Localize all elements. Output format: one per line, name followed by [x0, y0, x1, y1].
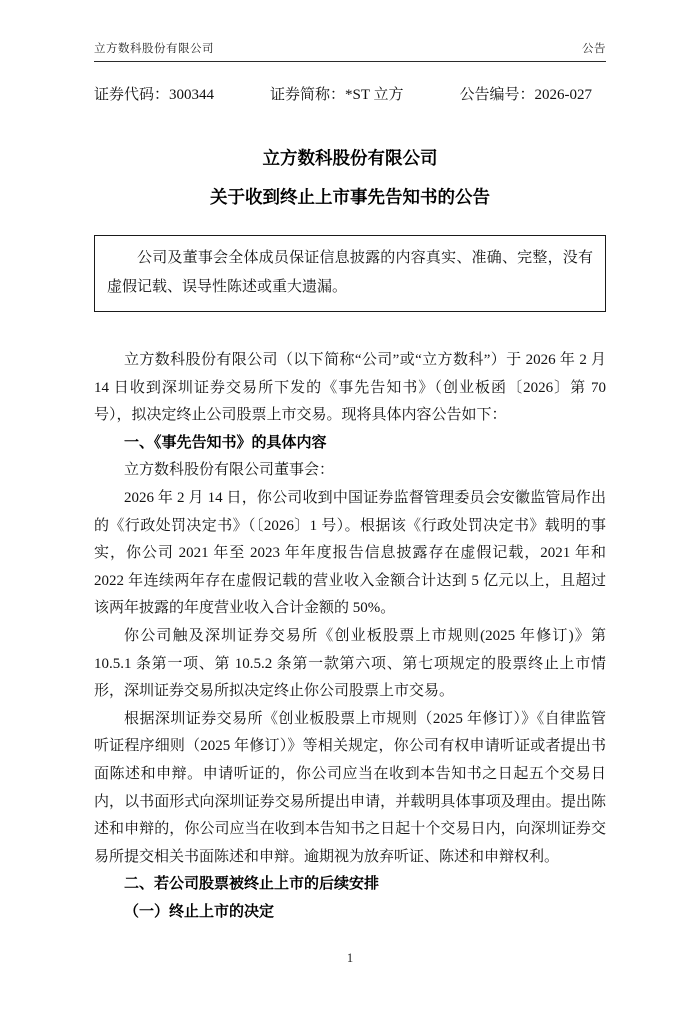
document-body	[94, 347, 606, 926]
page-header	[94, 40, 606, 62]
paragraph-intro: 立方数科股份有限公司（以下简称“公司”或“立方数科”）于 2026 年 2 月 14 日收到深圳证券交易所下发的《事先告知书》（创业板函〔2026〕第 70 号），拟决定终止公司股票上市交易。现将具体内容公告如下：	[94, 352, 606, 424]
section-heading-2: 二、若公司股票被终止上市的后续安排	[124, 876, 380, 893]
paragraph-salutation: 立方数科股份有限公司董事会：	[124, 462, 335, 479]
paragraph-hearing-rights: 根据深圳证券交易所《创业板股票上市规则（2025 年修订）》《自律监管听证程序细则（2025 年修订）》等相关规定，你公司有权申请听证或者提出书面陈述和申辩。申请听证的，你公司应当在收到本告知书之日起五个交易日内，以书面形式向深圳证券交易所提出申请，并载明具体事项及理由。提出陈述和申辩的，你公司应当在收到本告知书之日起十个交易日内，向深圳证券交易所提交相关书面陈述和申辩。逾期视为放弃听证、陈述和申辩权利。	[94, 710, 606, 865]
header-doc-type-label: 公告	[582, 43, 606, 55]
disclaimer-text: 公司及董事会全体成员保证信息披露的内容真实、准确、完整，没有虚假记载、误导性陈述或重大遗漏。	[107, 250, 593, 295]
stock-abbreviation: 证券简称：*ST 立方	[270, 87, 404, 103]
stock-code: 证券代码：300344	[94, 87, 215, 103]
document-subtitle: 关于收到终止上市事先告知书的公告	[210, 186, 490, 207]
securities-meta-row	[94, 83, 606, 104]
section-heading-1: 一、《事先告知书》的具体内容	[124, 434, 327, 451]
paragraph-penalty-facts: 2026 年 2 月 14 日，你公司收到中国证券监督管理委员会安徽监管局作出的《行政处罚决定书》（〔2026〕1 号）。根据该《行政处罚决定书》载明的事实，你公司 2021 年至 2023 年年度报告信息披露存在虚假记载，2021 年和 2022 年连续两年存在虚假记载的营业收入金额合计达到 5 亿元以上，且超过该两年披露的年度营业收入合计金额的 50%。	[94, 489, 606, 617]
subsection-heading-1: （一）终止上市的决定	[124, 903, 275, 920]
disclaimer-box	[94, 235, 606, 312]
paragraph-delisting-rules: 你公司触及深圳证券交易所《创业板股票上市规则(2025 年修订)》第 10.5.1 条第一项、第 10.5.2 条第一款第六项、第七项规定的股票终止上市情形，深圳证券交易所拟决定终止你公司股票上市交易。	[94, 627, 606, 700]
announcement-number: 公告编号：2026-027	[459, 87, 592, 103]
document-title: 立方数科股份有限公司	[262, 148, 438, 168]
header-company-name: 立方数科股份有限公司	[94, 43, 214, 55]
page-number: 1	[346, 951, 354, 965]
